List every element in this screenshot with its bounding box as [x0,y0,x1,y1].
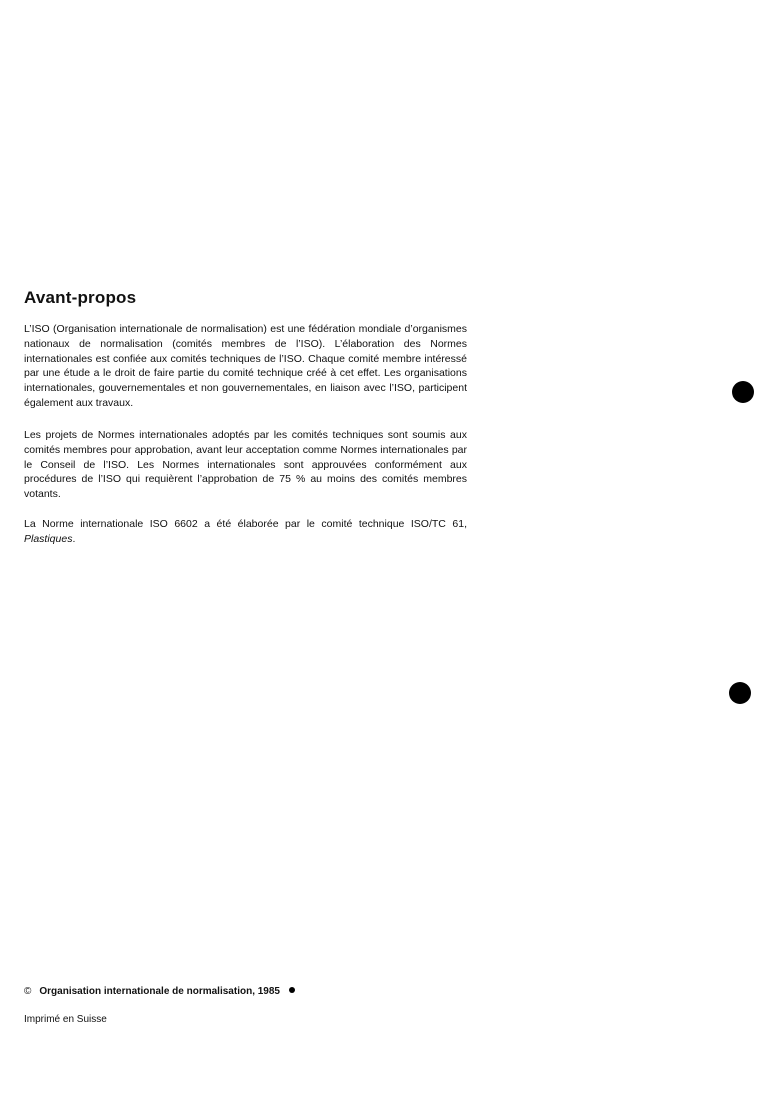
paragraph-standard-origin-text: La Norme internationale ISO 6602 a été élaborée par le comité technique ISO/TC 61, [24,518,467,530]
bullet-dot-icon [289,987,295,993]
punch-hole-mark-lower [729,682,751,704]
paragraph-standard-origin [24,517,467,547]
copyright-line [24,986,295,997]
paragraph-end-punctuation: . [72,532,76,545]
printed-in-label: Imprimé en Suisse [24,1014,107,1025]
committee-name: Plastiques [24,532,73,545]
copyright-text: Organisation internationale de normalisation, 1985 [39,986,280,997]
page-title: Avant-propos [24,288,137,307]
copyright-icon: © [24,986,32,997]
paragraph-approval-process: Les projets de Normes internationales adoptés par les comités techniques sont soumis aux comités membres pour approbation, avant leur acceptation comme Normes internationales par le Conseil de l’ISO. Les Normes internationales sont approuvées conformément aux procédures de l’ISO qui requièrent l’approbation de 75 % au moins des comités membres votants. [24,429,467,501]
punch-hole-mark-upper [732,381,754,403]
paragraph-iso-description: L’ISO (Organisation internationale de normalisation) est une fédération mondiale d’organismes nationaux de normalisation (comités membres de l’ISO). L’élaboration des Normes internationales est confiée aux comités techniques de l’ISO. Chaque comité membre intéressé par une étude a le droit de faire partie du comité technique créé à cet effet. Les organisations internationales, gouvernementales et non gouvernementales, en liaison avec l’ISO, participent également aux travaux. [24,323,467,409]
